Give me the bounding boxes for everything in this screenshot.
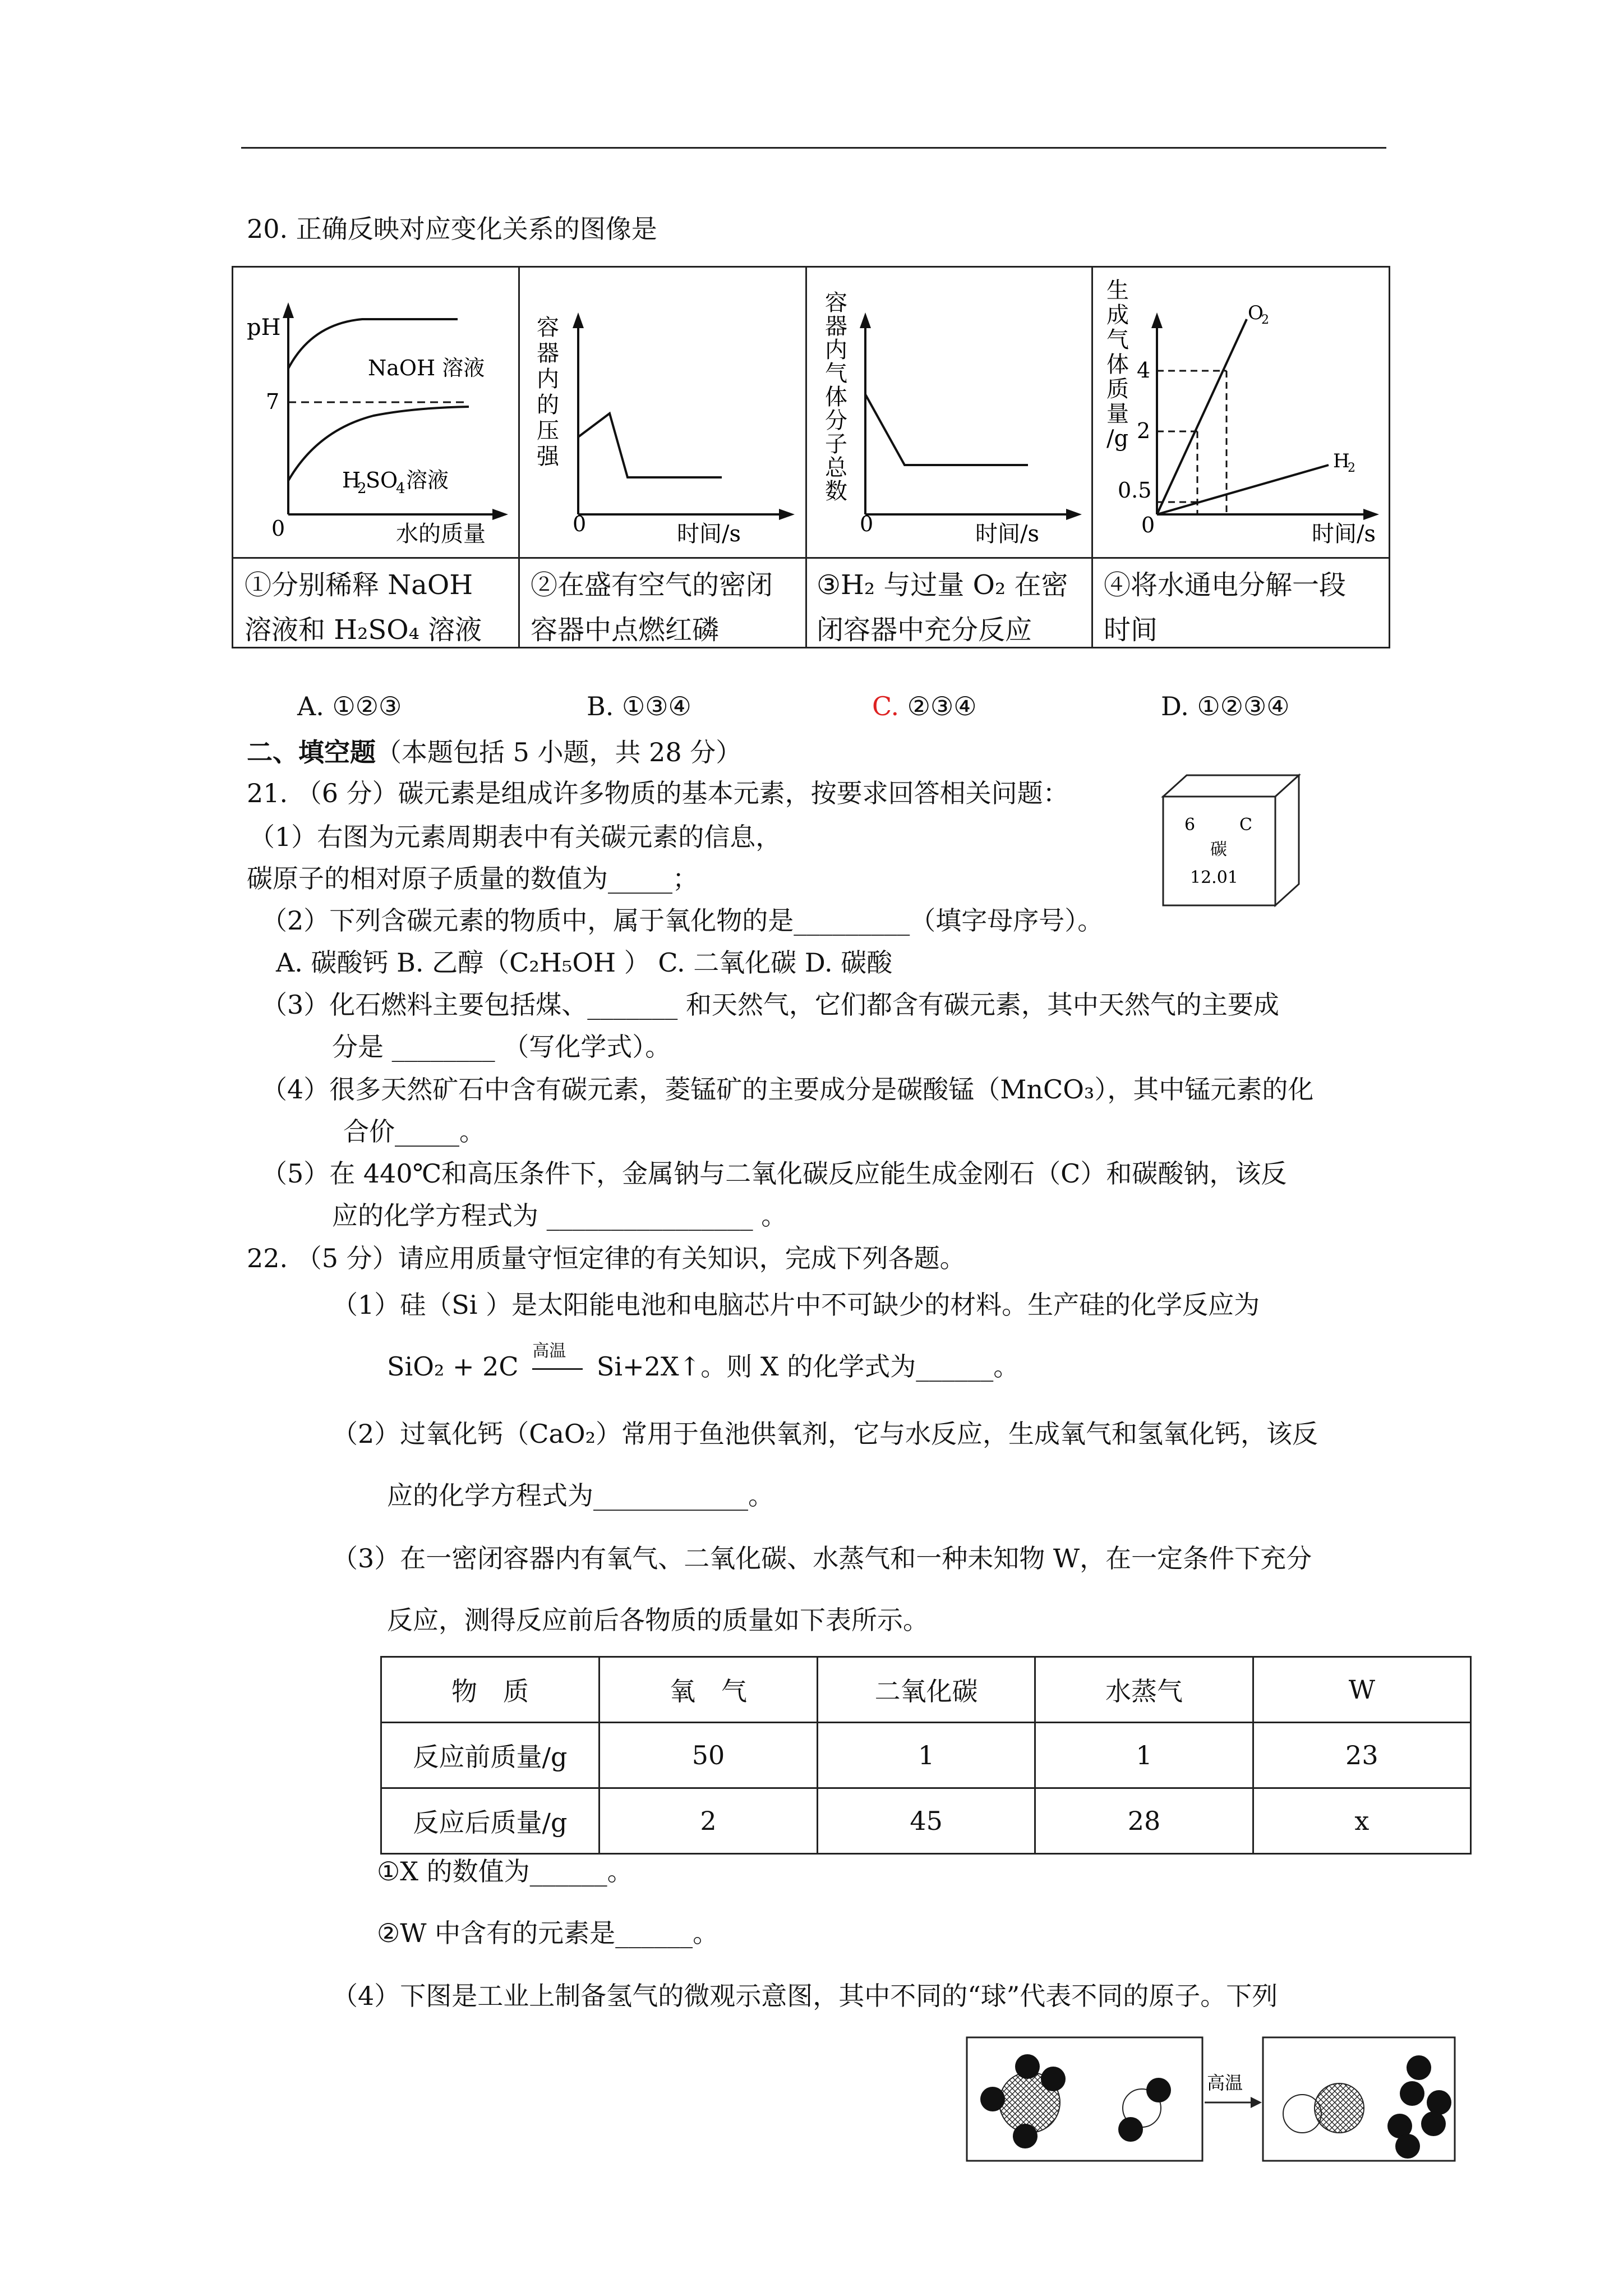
option-d: D. ①②③④ <box>1161 691 1290 721</box>
table-cell: 1 <box>1035 1723 1253 1788</box>
divider <box>233 557 1389 559</box>
svg-text:水的质量: 水的质量 <box>396 521 486 547</box>
q22-stem: 22. （5 分）请应用质量守恒定律的有关知识，完成下列各题。 <box>247 1243 966 1273</box>
equation-right: Si+2X↑。则 X 的化学式为______。 <box>596 1351 1020 1382</box>
equation-left: SiO₂ + 2C <box>387 1351 519 1382</box>
svg-text:时间/s: 时间/s <box>1312 521 1376 547</box>
section-title-main: 二、填空题 <box>247 737 376 767</box>
q20-figure-table <box>232 266 1390 648</box>
svg-text:C: C <box>1239 815 1252 835</box>
q21-p1a: （1）右图为元素周期表中有关碳元素的信息， <box>249 822 782 852</box>
svg-text:0: 0 <box>860 512 874 536</box>
svg-text:6: 6 <box>1184 815 1196 835</box>
table-header-row <box>381 1657 1471 1723</box>
table-cell: 23 <box>1253 1723 1470 1788</box>
svg-text:0: 0 <box>271 516 285 541</box>
q22-3-2: ②W 中含有的元素是______。 <box>377 1918 719 1948</box>
table-cell: 1 <box>818 1723 1035 1788</box>
arrow-condition: 高温 <box>1207 2072 1243 2093</box>
q22-p4: （4）下图是工业上制备氢气的微观示意图，其中不同的“球”代表不同的原子。下列 <box>332 1981 1278 2011</box>
q20-stem: 20. 正确反映对应变化关系的图像是 <box>247 214 657 244</box>
q22-3-1: ①X 的数值为______。 <box>377 1856 633 1887</box>
q22-p3b: 反应，测得反应前后各物质的质量如下表所示。 <box>387 1605 929 1635</box>
option-c <box>872 691 977 721</box>
caption-1: ①分别稀释 NaOH 溶液和 H₂SO₄ 溶液 <box>245 569 482 646</box>
q21-p4b: 合价_____。 <box>343 1116 485 1147</box>
hydrogen-micro-diagram <box>965 2035 1458 2164</box>
svg-text:7: 7 <box>266 389 280 414</box>
svg-text:时间/s: 时间/s <box>677 521 741 547</box>
table-header: 物 质 <box>381 1657 600 1723</box>
condition-label: 高温 <box>532 1341 566 1361</box>
svg-text:0: 0 <box>573 512 587 536</box>
svg-text:溶液: 溶液 <box>406 468 449 493</box>
option-c-letter: C. <box>872 691 900 721</box>
q21-p3b: 分是 ________ （写化学式）。 <box>332 1032 671 1062</box>
reaction-condition <box>527 1341 588 1382</box>
ylabel: 生 成 气 体 质 量 /g <box>1106 278 1129 452</box>
header-rule <box>241 147 1386 149</box>
q22-p2a: （2）过氧化钙（CaO₂）常用于鱼池供氧剂，它与水反应，生成氧气和氢氧化钙，该反 <box>332 1419 1318 1449</box>
q21-p3a: （3）化石燃料主要包括煤、_______ 和天然气，它们都含有碳元素，其中天然气的主要成 <box>261 990 1279 1020</box>
table-cell: 2 <box>600 1788 818 1854</box>
caption-4: ④将水通电分解一段时间 <box>1104 569 1347 646</box>
svg-text:4: 4 <box>1137 358 1151 383</box>
svg-text:H: H <box>342 468 361 493</box>
svg-text:SO: SO <box>366 468 398 493</box>
table-cell: 28 <box>1035 1788 1253 1854</box>
table-cell: 反应后质量/g <box>381 1788 600 1854</box>
q21-p1b: 碳原子的相对原子质量的数值为_____； <box>247 863 698 894</box>
svg-text:2: 2 <box>1348 461 1355 475</box>
table-cell: 反应前质量/g <box>381 1723 600 1788</box>
condition-line <box>532 1368 583 1370</box>
q21-p5b: 应的化学方程式为 ________________ 。 <box>332 1200 787 1231</box>
q21-p2: （2）下列含碳元素的物质中，属于氧化物的是_________（填字母序号）。 <box>261 905 1104 936</box>
carbon-element-cell <box>1155 772 1307 912</box>
ylabel: pH <box>247 315 281 341</box>
option-a: A. ①②③ <box>297 691 402 721</box>
table-header: W <box>1253 1657 1470 1723</box>
svg-text:时间/s: 时间/s <box>975 521 1040 547</box>
mass-table <box>380 1656 1472 1855</box>
svg-text:碳: 碳 <box>1210 840 1227 859</box>
svg-text:H: H <box>1333 450 1350 472</box>
caption-3: ③H₂ 与过量 O₂ 在密闭容器中充分反应 <box>817 569 1068 646</box>
table-header: 氧 气 <box>600 1657 818 1723</box>
table-cell: 50 <box>600 1723 818 1788</box>
ylabel: 容 器 内 气 体 分 子 总 数 <box>825 290 847 504</box>
table-header: 二氧化碳 <box>818 1657 1035 1723</box>
chart-ph-dilution <box>233 268 518 557</box>
caption-2: ②在盛有空气的密闭容器中点燃红磷 <box>531 569 773 646</box>
q22-p1a: （1）硅（Si ）是太阳能电池和电脑芯片中不可缺少的材料。生产硅的化学反应为 <box>332 1290 1260 1320</box>
chart-gas-molecules <box>807 268 1092 557</box>
svg-text:2: 2 <box>357 480 367 497</box>
q22-p3a: （3）在一密闭容器内有氧气、二氧化碳、水蒸气和一种未知物 W，在一定条件下充分 <box>332 1543 1312 1573</box>
svg-text:2: 2 <box>1261 313 1269 327</box>
q22-p1b <box>387 1341 1020 1383</box>
svg-text:12.01: 12.01 <box>1190 868 1238 887</box>
ylabel: 容 器 内 的 压 强 <box>537 315 559 470</box>
q21-stem: 21. （6 分）碳元素是组成许多物质的基本元素，按要求回答相关问题： <box>247 778 1069 808</box>
section-note: （本题包括 5 小题，共 28 分） <box>376 737 742 767</box>
table-row <box>381 1788 1471 1854</box>
option-c-text: ②③④ <box>899 691 977 721</box>
chart-electrolysis <box>1093 268 1390 557</box>
q21-p4a: （4）很多天然矿石中含有碳元素，菱锰矿的主要成分是碳酸锰（MnCO₃），其中锰元素的化 <box>261 1074 1314 1105</box>
section-title <box>247 732 741 769</box>
q21-p2-options: A. 碳酸钙 B. 乙醇（C₂H₅OH ） C. 二氧化碳 D. 碳酸 <box>276 947 893 978</box>
svg-text:4: 4 <box>396 480 405 497</box>
q21-p5a: （5）在 440℃和高压条件下，金属钠与二氧化碳反应能生成金刚石（C）和碳酸钠，该反 <box>261 1158 1287 1189</box>
chart-pressure <box>520 268 805 557</box>
table-header: 水蒸气 <box>1035 1657 1253 1723</box>
table-cell: 45 <box>818 1788 1035 1854</box>
svg-text:0.5: 0.5 <box>1118 478 1152 503</box>
svg-text:2: 2 <box>1137 418 1151 443</box>
table-cell: x <box>1253 1788 1470 1854</box>
svg-text:O: O <box>1248 302 1264 324</box>
table-row <box>381 1723 1471 1788</box>
option-b: B. ①③④ <box>587 691 691 721</box>
q22-p2b: 应的化学方程式为____________。 <box>387 1480 774 1511</box>
svg-text:NaOH 溶液: NaOH 溶液 <box>368 356 485 380</box>
svg-text:0: 0 <box>1141 513 1155 537</box>
